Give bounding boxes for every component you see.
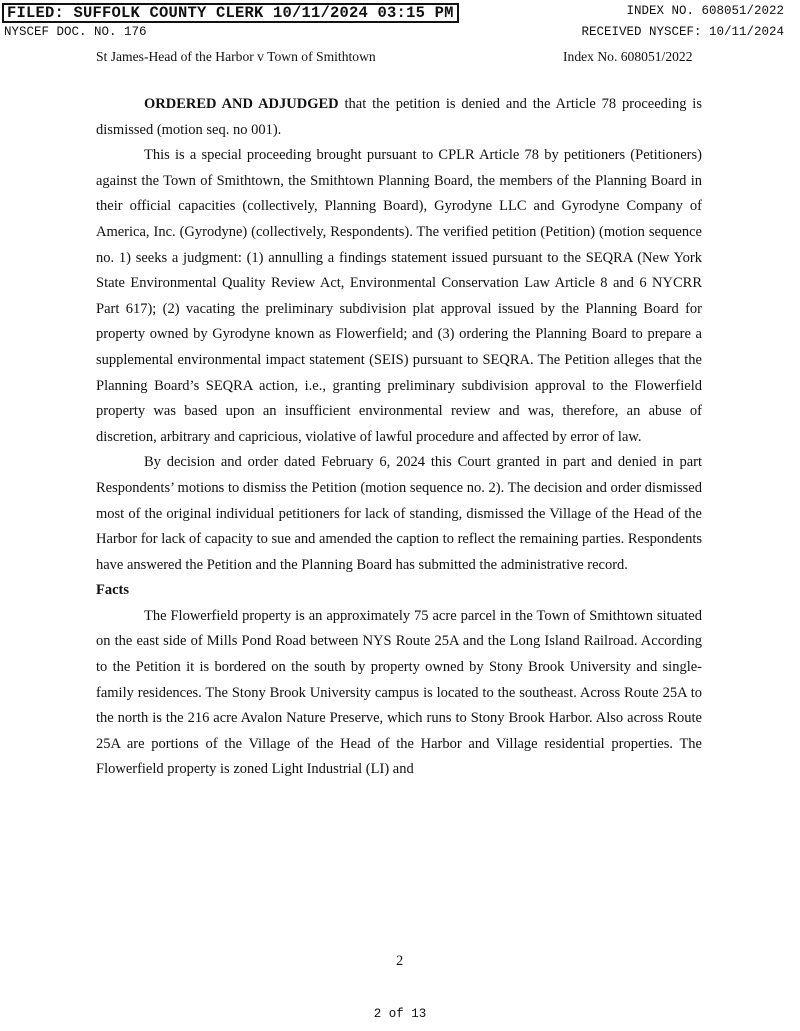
paragraph-facts: The Flowerfield property is an approximately 75 acre parcel in the Town of Smithtown situated on the east side of Mills Pond Road between NYS Route 25A and the Long Island Railroad. According to the Petition it is bordered on the south by property owned by Stony Brook University and single-family residences. The Stony Brook University campus is located to the southeast. Across Route 25A to the north is the 216 acre Avalon Nature Preserve, which runs to Stony Brook Harbor. Also across Route 25A are portions of the Village of the Head of the Harbor and Village residential properties. The Flowerfield property is zoned Light Industrial (LI) and — [96, 607, 702, 778]
paragraph-ordered — [96, 92, 702, 143]
ordered-lead: ORDERED AND ADJUDGED — [144, 96, 339, 112]
index-number-stamp: INDEX NO. 608051/2022 — [626, 4, 784, 18]
filed-stamp: FILED: SUFFOLK COUNTY CLERK 10/11/2024 03:15 PM — [2, 3, 459, 23]
page-count-footer: 2 of 13 — [373, 1007, 427, 1021]
document-body — [96, 92, 702, 783]
paragraph-background: This is a special proceeding brought pursuant to CPLR Article 78 by petitioners (Petitioners) against the Town of Smithtown, the Smithtown Planning Board, the members of the Planning Board in their official capacities (collectively, Planning Board), Gyrodyne LLC and Gyrodyne Company of America, Inc. (Gyrodyne) (collectively, Respondents). The verified petition (Petition) (motion sequence no. 1) seeks a judgment: (1) annulling a findings statement issued pursuant to the SEQRA (New York State Environmental Quality Review Act, Environmental Conservation Law Article 8 and 6 NYCRR Part 617); (2) vacating the preliminary subdivision plat approval issued by the Planning Board for property owned by Gyrodyne known as Flowerfield; and (3) ordering the Planning Board to prepare a supplemental environmental impact statement (SEIS) pursuant to SEQRA. The Petition alleges that the Planning Board’s SEQRA action, i.e., granting preliminary subdivision approval to the Flowerfield property was based upon an insufficient environmental review and was, therefore, an abuse of discretion, arbitrary and capricious, violative of lawful procedure and affected by error of law. — [96, 147, 702, 445]
case-caption: St James-Head of the Harbor v Town of Smithtown — [96, 49, 376, 64]
ordered-text: that the petition is denied and the Article 78 proceeding is dismissed (motion seq. no 001). — [96, 96, 702, 138]
case-index-number: Index No. 608051/2022 — [563, 49, 693, 64]
paragraph-prior-decision: By decision and order dated February 6, 2024 this Court granted in part and denied in part Respondents’ motions to dismiss the Petition (motion sequence no. 2). The decision and order dismissed most of the original individual petitioners for lack of standing, dismissed the Village of the Head of the Harbor for lack of capacity to sue and amended the caption to reflect the remaining parties. Respondents have answered the Petition and the Planning Board has submitted the administrative record. — [96, 454, 702, 573]
received-nyscef-stamp: RECEIVED NYSCEF: 10/11/2024 — [581, 25, 784, 39]
nyscef-doc-number: NYSCEF DOC. NO. 176 — [4, 25, 147, 39]
page-number: 2 — [396, 953, 404, 969]
section-heading-facts: Facts — [96, 582, 130, 599]
